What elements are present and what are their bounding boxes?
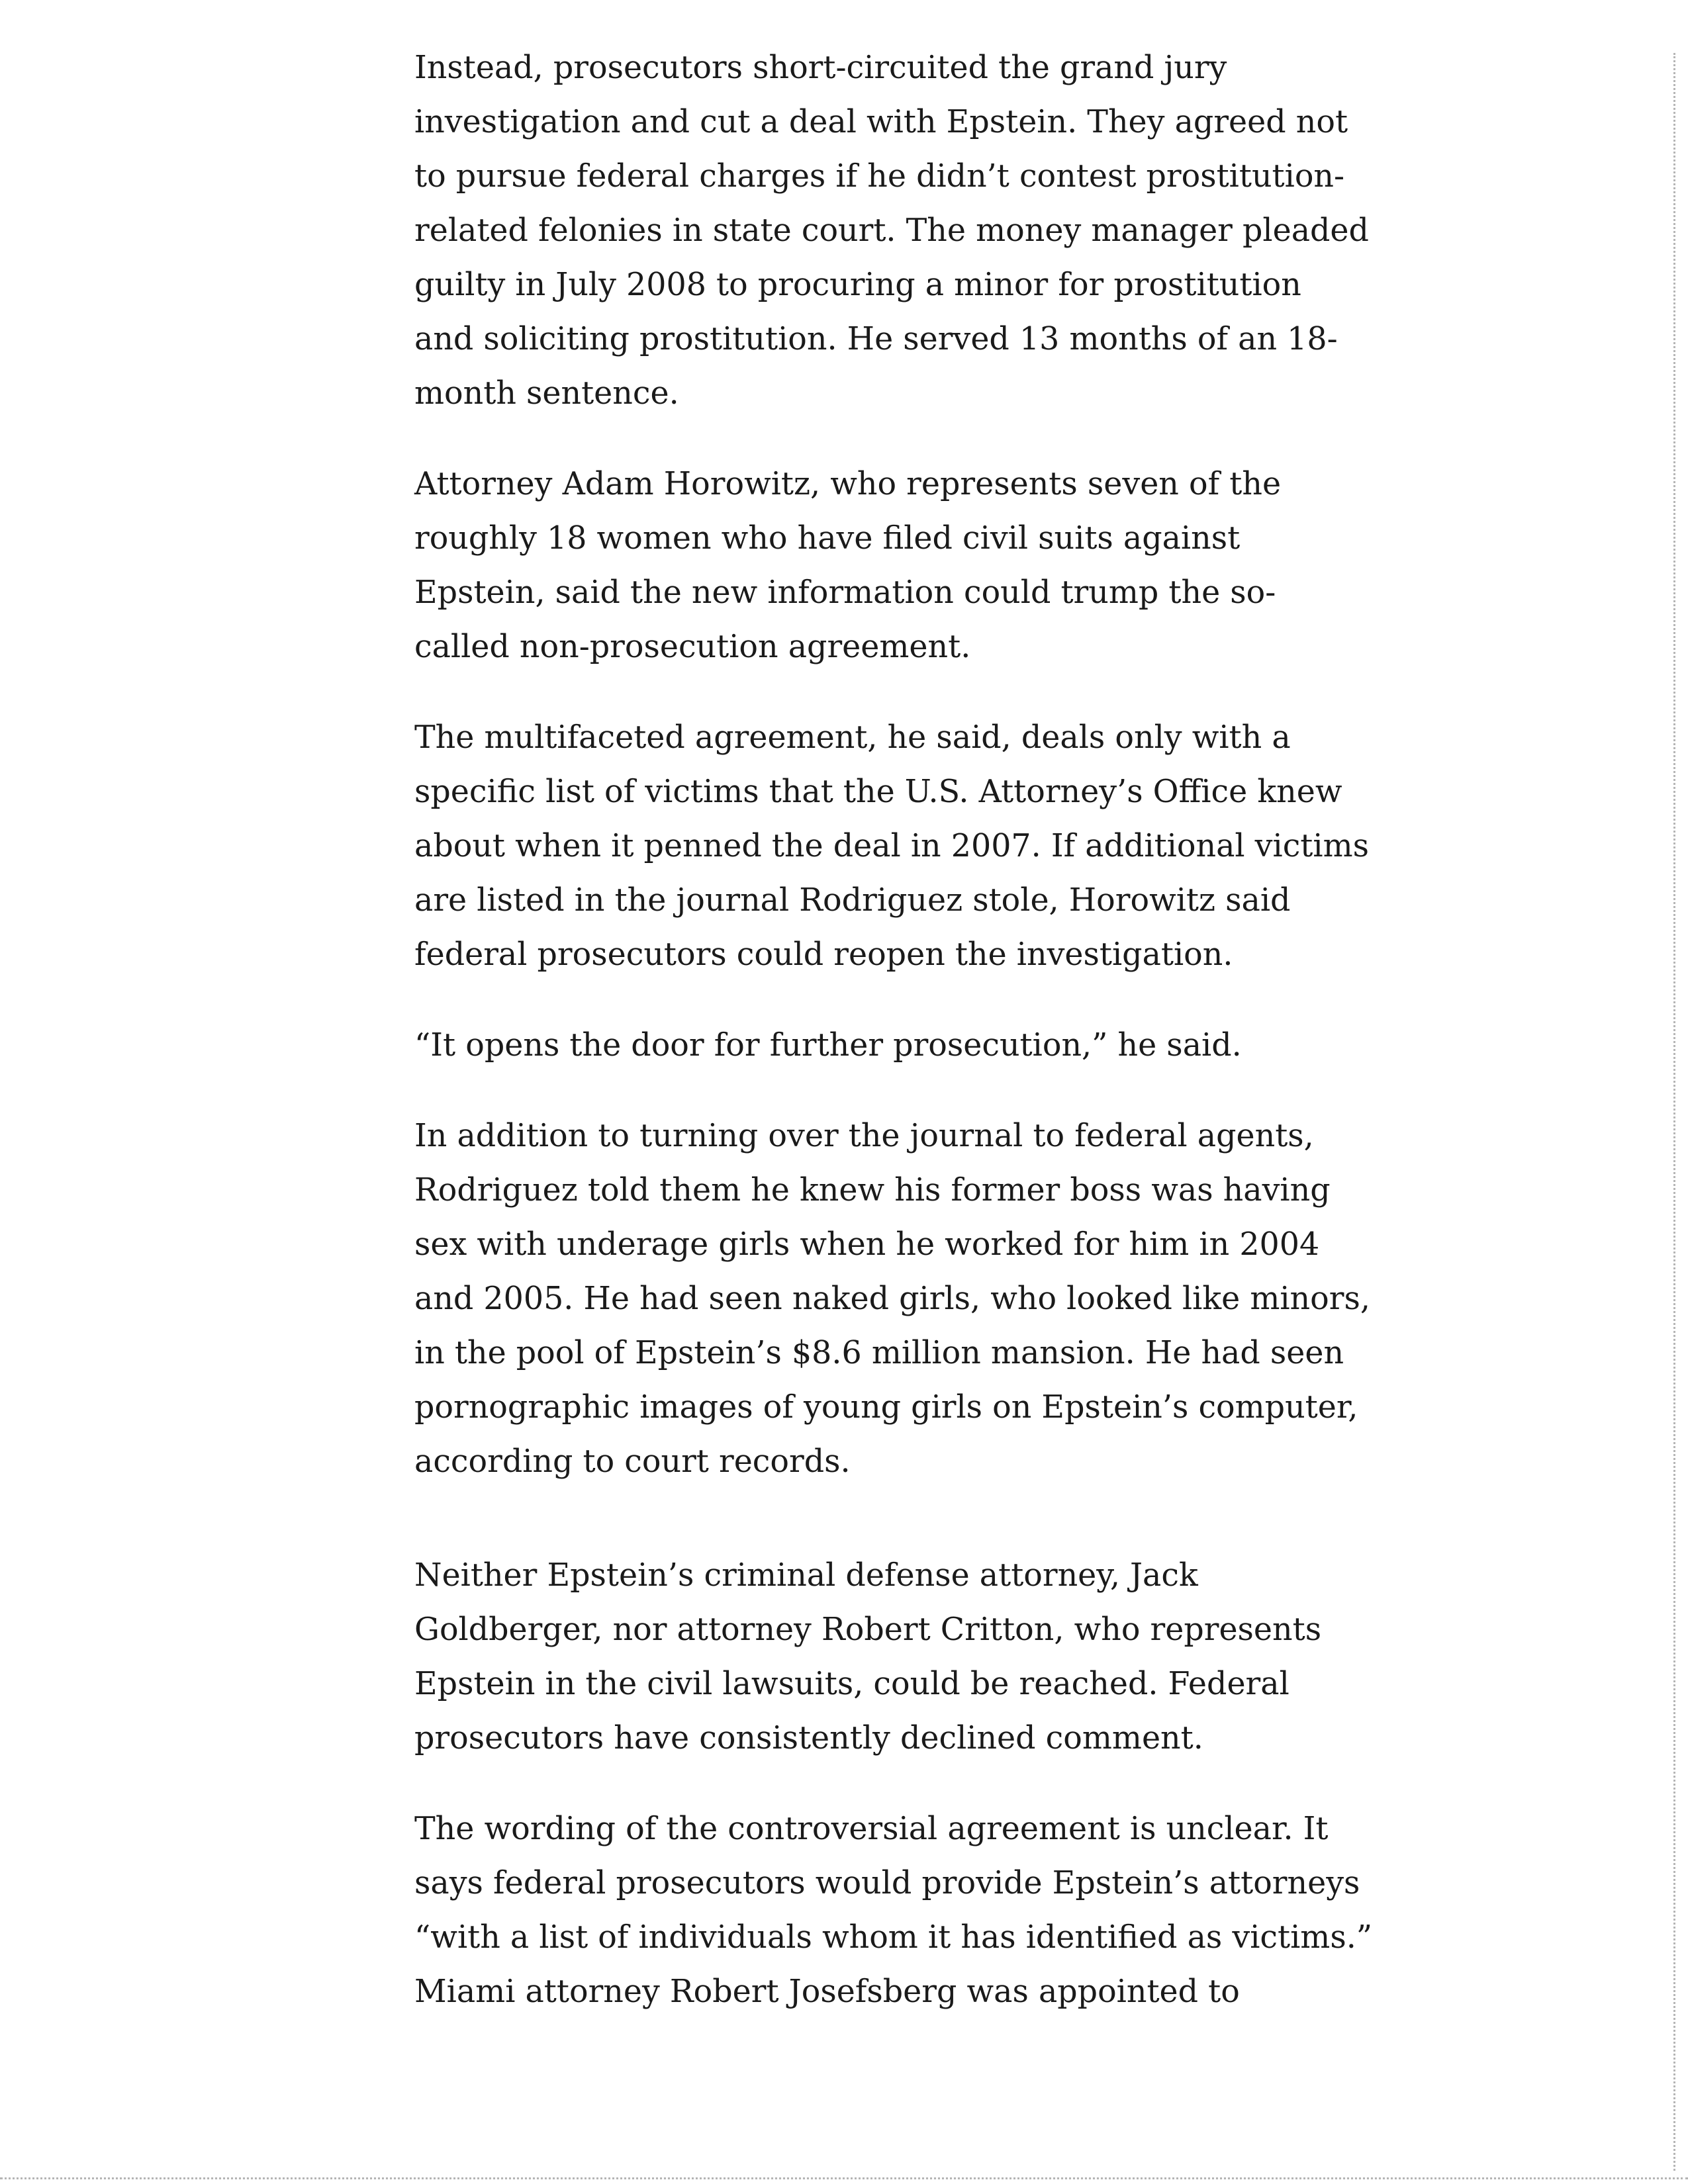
text-line: federal prosecutors could reopen the investigation. (414, 936, 1233, 973)
paragraph-gap (414, 1073, 1268, 1109)
paragraph-rodriguez (414, 1109, 1370, 1489)
paragraph-plea-deal (414, 41, 1369, 421)
text-line: Neither Epstein’s criminal defense attorney, Jack (414, 1557, 1198, 1594)
paragraph-wording (414, 1802, 1373, 2019)
text-line: to pursue federal charges if he didn’t contest prostitution- (414, 158, 1345, 195)
section-gap (414, 1489, 1268, 1549)
scan-edge-right (1673, 53, 1675, 2171)
text-line: in the pool of Epstein’s $8.6 million mansion. He had seen (414, 1335, 1344, 1371)
text-line: roughly 18 women who have filed civil suits against (414, 520, 1241, 557)
paragraph-gap (414, 421, 1268, 457)
paragraph-gap (414, 982, 1268, 1019)
text-line: month sentence. (414, 375, 679, 412)
text-line: guilty in July 2008 to procuring a minor for prostitution (414, 267, 1301, 303)
text-line: Instead, prosecutors short-circuited the grand jury (414, 50, 1227, 86)
text-line: prosecutors have consistently declined comment. (414, 1720, 1203, 1756)
text-line: pornographic images of young girls on Epstein’s computer, (414, 1389, 1358, 1426)
text-line: In addition to turning over the journal to federal agents, (414, 1118, 1314, 1154)
text-line: and soliciting prostitution. He served 13 months of an 18- (414, 321, 1338, 357)
text-line: are listed in the journal Rodriguez stole, Horowitz said (414, 882, 1291, 919)
text-line: according to court records. (414, 1443, 851, 1480)
text-line: investigation and cut a deal with Epstein. They agreed not (414, 104, 1348, 140)
text-line: Goldberger, nor attorney Robert Critton, who represents (414, 1612, 1322, 1648)
article-body (414, 41, 1373, 2019)
text-line: The wording of the controversial agreement is unclear. It (414, 1811, 1329, 1847)
text-line: sex with underage girls when he worked for him in 2004 (414, 1226, 1320, 1263)
text-line: Attorney Adam Horowitz, who represents seven of the (414, 466, 1282, 502)
text-line: says federal prosecutors would provide Epstein’s attorneys (414, 1865, 1360, 1901)
scan-edge-bottom (0, 2177, 1688, 2179)
paragraph-gap (414, 674, 1268, 711)
text-line: specific list of victims that the U.S. Attorney’s Office knew (414, 774, 1342, 810)
text-line: “It opens the door for further prosecution,” he said. (414, 1027, 1242, 1064)
paragraph-gap (414, 1766, 1268, 1802)
text-line: related felonies in state court. The money manager pleaded (414, 212, 1369, 249)
text-line: Epstein in the civil lawsuits, could be reached. Federal (414, 1666, 1289, 1702)
text-line: Epstein, said the new information could trump the so- (414, 574, 1276, 611)
paragraph-horowitz (414, 457, 1282, 674)
text-line: The multifaceted agreement, he said, deals only with a (414, 719, 1291, 756)
paragraph-attorneys (414, 1549, 1322, 1766)
text-line: “with a list of individuals whom it has identified as victims.” (414, 1919, 1373, 1956)
paragraph-quote (414, 1019, 1268, 1073)
text-line: Miami attorney Robert Josefsberg was appointed to (414, 1974, 1240, 2010)
text-line: Rodriguez told them he knew his former boss was having (414, 1172, 1331, 1208)
text-line: about when it penned the deal in 2007. If additional victims (414, 828, 1370, 864)
text-line: and 2005. He had seen naked girls, who looked like minors, (414, 1281, 1370, 1317)
text-line: called non-prosecution agreement. (414, 629, 971, 665)
paragraph-agreement (414, 711, 1370, 982)
